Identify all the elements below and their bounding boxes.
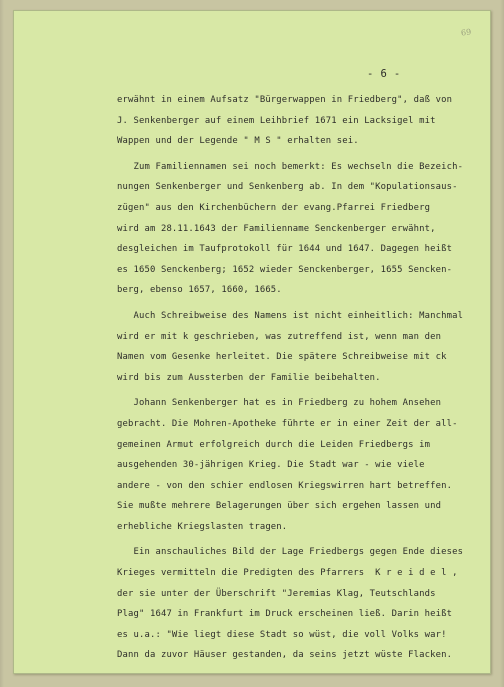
- document-page: [13, 10, 491, 674]
- text-line: erwähnt in einem Aufsatz "Bürgerwappen in Friedberg", daß von: [117, 95, 453, 105]
- text-line: Johann Senkenberger hat es in Friedberg zu hohem Ansehen: [117, 398, 442, 409]
- text-line: Plag" 1647 in Frankfurt im Druck erscheinen ließ. Darin heißt: [117, 609, 453, 620]
- page-number: - 6 -: [367, 68, 401, 80]
- paragraph-familienname: [117, 157, 479, 301]
- text-line: Ein anschauliches Bild der Lage Friedbergs gegen Ende dieses: [117, 547, 464, 558]
- text-line: gemeinen Armut erfolgreich durch die Leiden Friedbergs im: [117, 439, 431, 450]
- text-line: der sie unter der Überschrift "Jeremias Klag, Teutschlands: [117, 588, 436, 599]
- paragraph-aufsatz: [117, 90, 479, 152]
- text-line: erhebliche Kriegslasten tragen.: [117, 521, 288, 532]
- text-line: gebracht. Die Mohren-Apotheke führte er in einer Zeit der all-: [117, 418, 458, 429]
- text-line: wird er mit k geschrieben, was zutreffend ist, wenn man den: [117, 331, 442, 342]
- text-line: nungen Senkenberger und Senkenberg ab. In dem "Kopulationsaus-: [117, 182, 458, 193]
- text-line: Sie mußte mehrere Belagerungen über sich ergehen lassen und: [117, 501, 442, 512]
- text-line: Wappen und der Legende " M S " erhalten sei.: [117, 136, 359, 147]
- text-line: Krieges vermitteln die Predigten des Pfarrers K r e i d e l ,: [117, 568, 458, 579]
- paragraph-kreidel: [117, 542, 479, 666]
- paragraph-schreibweise: [117, 306, 479, 388]
- text-line: ausgehenden 30-jährigen Krieg. Die Stadt war - wie viele: [117, 460, 425, 471]
- text-line: desgleichen im Taufprotokoll für 1644 und 1647. Dagegen heißt: [117, 244, 453, 255]
- text-line: wird bis zum Aussterben der Familie beibehalten.: [117, 372, 381, 383]
- text-line: berg, ebenso 1657, 1660, 1665.: [117, 285, 282, 296]
- text-line: andere - von den schier endlosen Kriegswirren hart betreffen.: [117, 480, 453, 491]
- text-line: Auch Schreibweise des Namens ist nicht einheitlich: Manchmal: [117, 310, 464, 321]
- text-line: es u.a.: "Wie liegt diese Stadt so wüst, die voll Volks war!: [117, 629, 447, 640]
- text-line: wird am 28.11.1643 der Familienname Senckenberger erwähnt,: [117, 223, 436, 234]
- text-line: J. Senkenberger auf einem Leihbrief 1671 ein Lacksigel mit: [117, 115, 436, 126]
- text-line: zügen" aus den Kirchenbüchern der evang.Pfarrei Friedberg: [117, 202, 431, 213]
- text-line: Namen vom Gesenke herleitet. Die spätere Schreibweise mit ck: [117, 352, 447, 363]
- archive-page-mark: 69: [460, 27, 472, 38]
- typewritten-text: [117, 90, 479, 666]
- text-line: Zum Familiennamen sei noch bemerkt: Es wechseln die Bezeich-: [117, 161, 464, 172]
- text-line: es 1650 Senckenberg; 1652 wieder Senckenberger, 1655 Sencken-: [117, 264, 453, 275]
- text-line: Dann da zuvor Häuser gestanden, da seins jetzt wüste Flacken.: [117, 650, 453, 661]
- paragraph-johann: [117, 393, 479, 537]
